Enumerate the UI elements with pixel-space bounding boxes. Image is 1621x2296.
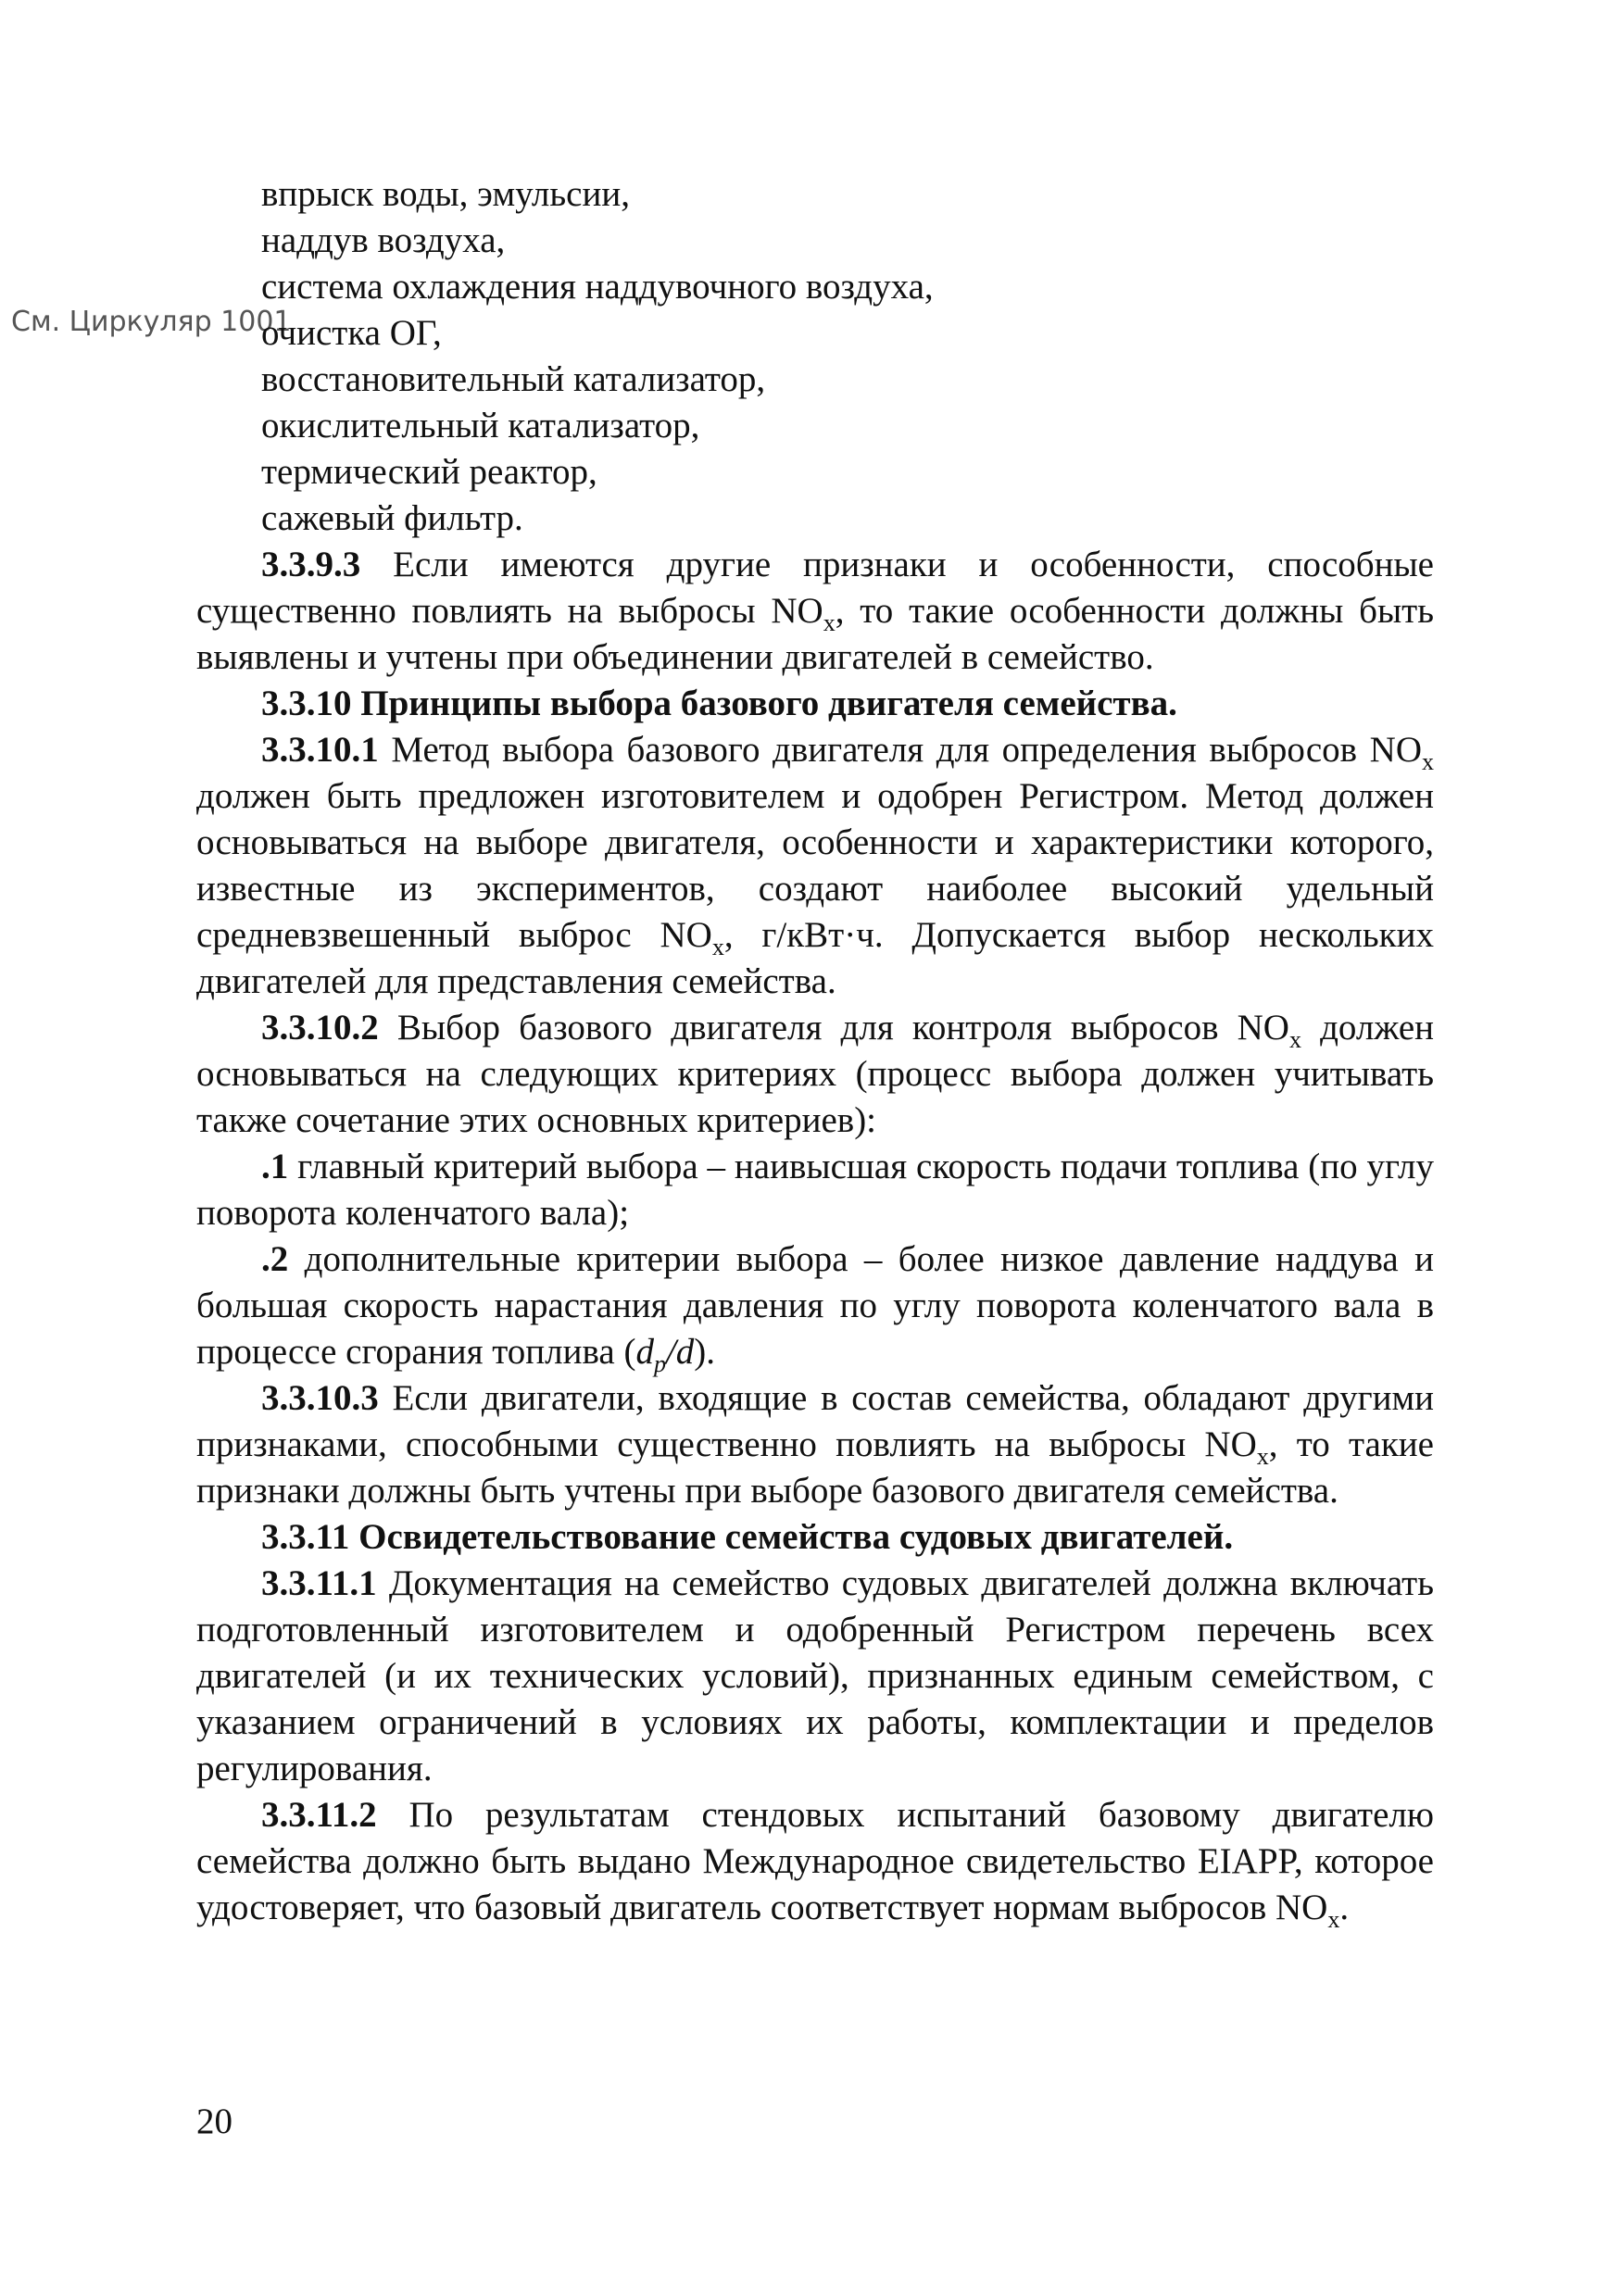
clause-text: Если двигатели, входящие в состав семейства, обладают другими признаками, способными существенно повлиять на выбросы NO (196, 1378, 1434, 1464)
list-item: наддув воздуха, (261, 220, 506, 260)
clause-text: . (1339, 1888, 1350, 1927)
item-text: ). (694, 1332, 716, 1372)
item-text: главный критерий выбора – наивысшая скорость подачи топлива (по углу поворота коленчатого вала); (196, 1147, 1434, 1233)
section-heading: Принципы выбора базового двигателя семейства. (351, 684, 1177, 723)
list-item: очистка ОГ, (261, 313, 442, 353)
clause-number: 3.3.10.3 (261, 1378, 379, 1418)
subscript: x (1422, 747, 1434, 775)
item-number: .1 (261, 1147, 289, 1186)
clause-number: 3.3.9.3 (261, 545, 361, 584)
clause-number: 3.3.11 (261, 1517, 350, 1557)
list-item: впрыск воды, эмульсии, (261, 174, 630, 214)
margin-note: См. Циркуляр 1001 (11, 306, 292, 338)
clause-text: Метод выбора базового двигателя для определения выбросов NO (378, 730, 1422, 770)
document-page (196, 171, 1434, 1931)
paragraph-3-3-10-1 (196, 727, 1434, 1005)
list-item: окислительный катализатор, (261, 406, 700, 445)
paragraph-3-3-9-3 (196, 542, 1434, 681)
clause-text: , то такие признаки должны быть учтены при выборе базового двигателя семейства. (196, 1424, 1434, 1511)
heading-3-3-11 (196, 1514, 1434, 1561)
clause-number: 3.3.10.1 (261, 730, 379, 770)
clause-number: 3.3.10.2 (261, 1008, 379, 1048)
paragraph-3-3-10-3 (196, 1375, 1434, 1514)
section-heading: Освидетельствование семейства судовых двигателей. (349, 1517, 1234, 1557)
clause-text: , г/кВт·ч. Допускается выбор нескольких двигателей для представления семейства. (196, 915, 1434, 1001)
clause-number: 3.3.11.2 (261, 1795, 377, 1835)
clause-number: 3.3.11.1 (261, 1563, 377, 1603)
criterion-1 (196, 1144, 1434, 1236)
equipment-list (196, 171, 1434, 542)
clause-text: По результатам стендовых испытаний базовому двигателю семейства должно быть выдано Международное свидетельство EIAPP, которое удостоверяет, что базовый двигатель соответствует нормам выбросов NO (196, 1795, 1434, 1927)
subscript: x (1288, 1025, 1301, 1053)
subscript: x (823, 609, 836, 636)
clause-text: Документация на семейство судовых двигателей должна включать подготовленный изготовителем и одобренный Регистром перечень всех двигателей (и их технических условий), признанных единым семейством, с указанием ограничений в условиях их работы, комплектации и пределов регулирования. (196, 1563, 1434, 1788)
clause-text: Выбор базового двигателя для контроля выбросов NO (378, 1008, 1289, 1048)
formula: $d_p/d$ (635, 1332, 695, 1377)
clause-text: должен быть предложен изготовителем и одобрен Регистром. Метод должен основываться на выборе двигателя, особенности и характеристики которого, известные из экспериментов, создают наиболее высокий удельный средневзвешенный выброс NO (196, 776, 1434, 955)
list-item: восстановительный катализатор, (261, 359, 766, 399)
heading-3-3-10 (196, 681, 1434, 727)
list-item: термический реактор, (261, 452, 597, 492)
subscript: x (711, 933, 724, 960)
item-number: .2 (261, 1239, 289, 1279)
clause-text: должен основываться на следующих критериях (процесс выбора должен учитывать также сочетание этих основных критериев): (196, 1008, 1434, 1140)
clause-text: , то такие особенности должны быть выявлены и учтены при объединении двигателей в семейство. (196, 591, 1434, 677)
item-text: дополнительные критерии выбора – более низкое давление наддува и большая скорость нарастания давления по углу поворота коленчатого вала в процессе сгорания топлива ( (196, 1239, 1434, 1372)
clause-number: 3.3.10 (261, 684, 352, 723)
paragraph-3-3-11-1 (196, 1561, 1434, 1792)
page-number: 20 (196, 2102, 232, 2141)
paragraph-3-3-10-2 (196, 1005, 1434, 1144)
subscript: x (1327, 1905, 1340, 1933)
paragraph-3-3-11-2 (196, 1792, 1434, 1931)
subscript: x (1256, 1442, 1269, 1470)
list-item: система охлаждения наддувочного воздуха, (261, 267, 934, 307)
clause-text: Если имеются другие признаки и особенности, способные существенно повлиять на выбросы NO (196, 545, 1434, 631)
list-item: сажевый фильтр. (261, 498, 523, 538)
criterion-2 (196, 1236, 1434, 1375)
